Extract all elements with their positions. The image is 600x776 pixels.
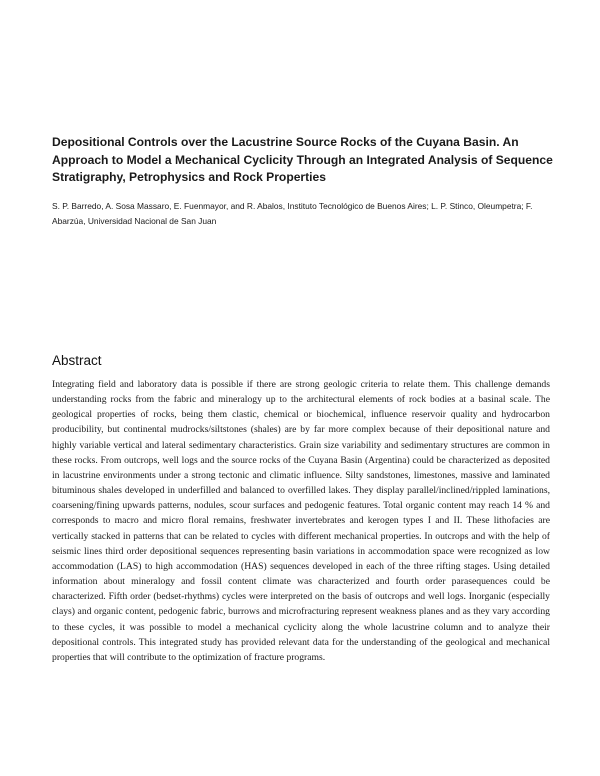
author-affiliations: S. P. Barredo, A. Sosa Massaro, E. Fuenmayor, and R. Abalos, Instituto Tecnológico de Buenos Aires; L. P. Stinco, Oleumpetra; F. Abarzúa, Universidad Nacional de San Juan	[52, 201, 533, 226]
paper-title: Depositional Controls over the Lacustrine Source Rocks of the Cuyana Basin. An Approach to Model a Mechanical Cyclicity Through an Integrated Analysis of Sequence Stratigraphy, Petrophysics and Rock Properties	[52, 135, 553, 184]
abstract-body: Integrating field and laboratory data is possible if there are strong geologic criteria to relate them. This challenge demands understanding rocks from the fabric and mineralogy up to the architectural elements of rock bodies at a basinal scale. The geological properties of rocks, being them clastic, chemical or biochemical, influence reservoir quality and hydrocarbon producibility, but continental mudrocks/siltstones (shales) are by far more complex because of their depositional nature and highly variable vertical and lateral sedimentary characteristics. Grain size variability and sedimentary structures are common in these rocks. From outcrops, well logs and the source rocks of the Cuyana Basin (Argentina) could be characterized as deposited in lacustrine environments under a strong tectonic and climatic influence. Silty sandstones, limestones, massive and laminated bituminous shales developed in underfilled and balanced to overfilled lakes. They display parallel/inclined/rippled laminations, coarsening/fining upwards patterns, nodules, scour surfaces and pedogenic features. Total organic content may reach 14 % and corresponds to macro and micro floral remains, freshwater invertebrates and kerogen types I and II. These lithofacies are vertically stacked in patterns that can be related to cycles with different mechanical properties. In outcrops and with the help of seismic lines third order depositional sequences representing basin variations in accommodation space were recognized as low accommodation (LAS) to high accommodation (HAS) sequences developed in each of the three rifting stages. Using detailed information about mineralogy and fossil content climate was characterized and fourth order parasequences could be characterized. Fifth order (bedset-rhythms) cycles were interpreted on the basis of outcrops and well logs. Inorganic (especially clays) and organic content, pedogenic fabric, burrows and microfracturing represent weakness planes and as they vary according to these cycles, it was possible to model a mechanical cyclicity along the whole lacustrine column and to analyze their depositional controls. This integrated study has provided relevant data for the understanding of the geological and mechanical properties that will contribute to the optimization of fracture programs.	[52, 379, 550, 663]
abstract-heading: Abstract	[52, 353, 102, 368]
